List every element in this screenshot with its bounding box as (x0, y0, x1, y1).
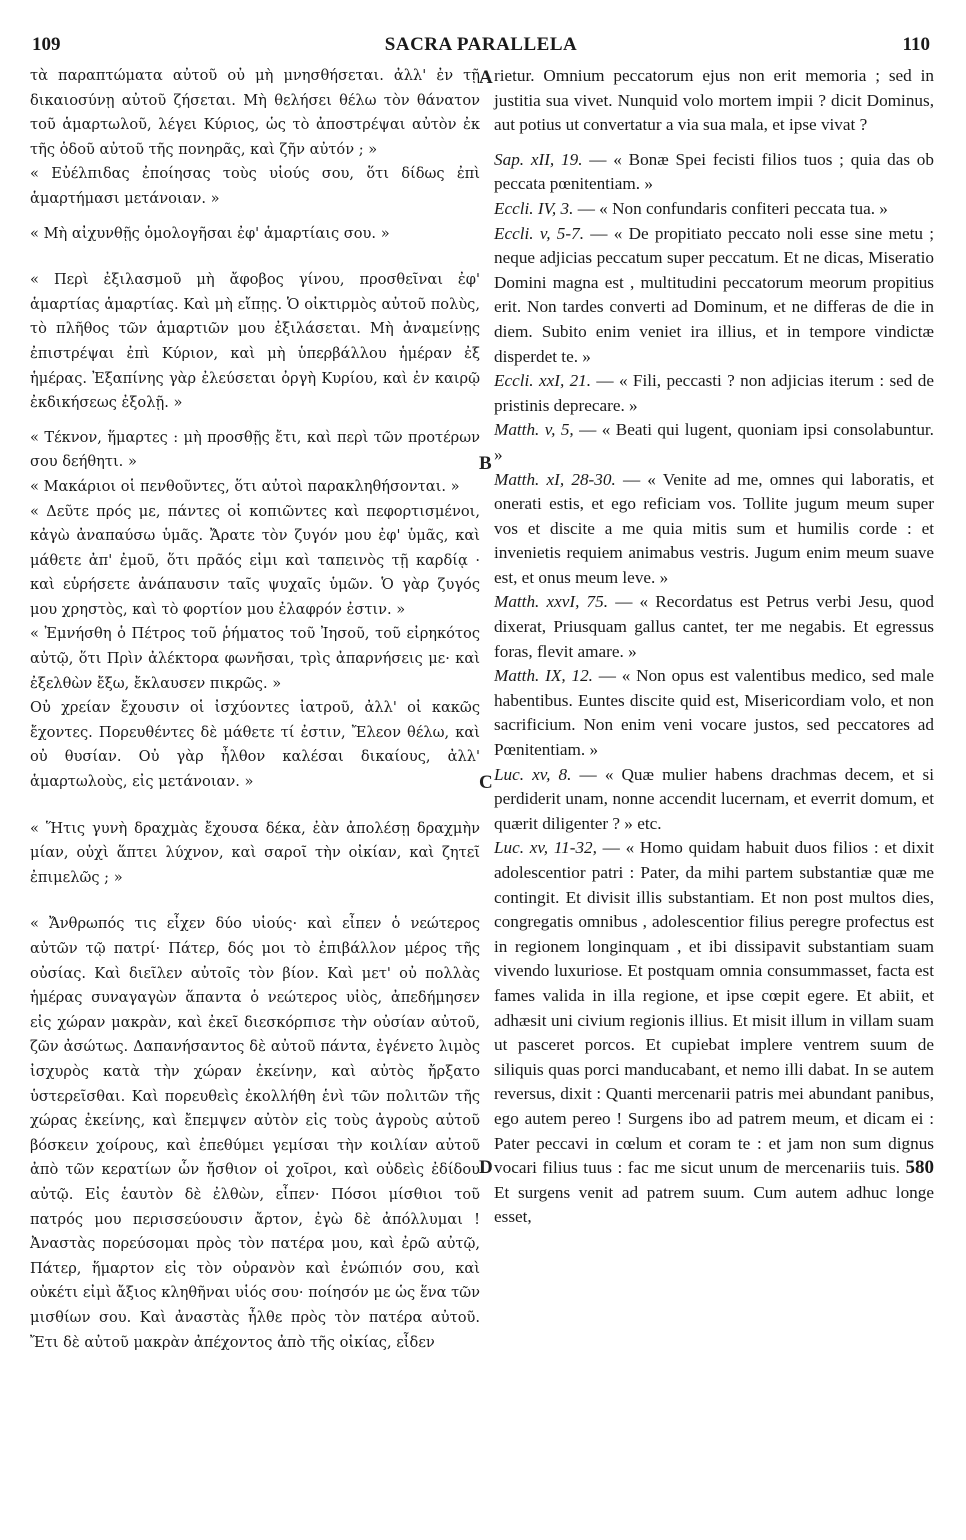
column-number: 580 (905, 1157, 935, 1179)
latin-paragraph (494, 64, 934, 138)
latin-paragraph (494, 197, 934, 222)
scripture-reference: Eccli. IV, 3. (494, 198, 574, 218)
scripture-reference: Matth. v, 5, (494, 420, 574, 440)
scripture-reference: Matth. xxvI, 75. (494, 592, 609, 612)
greek-paragraph: « Δεῦτε πρός με, πάντες οἱ κοπιῶντες καὶ πεφορτισμένοι, κἀγὼ ἀναπαύσω ὑμᾶς. Ἄρατε τὸν ζυγόν μου ἐφ' ὑμᾶς, καὶ μάθετε ἀπ' ἐμοῦ, ὅτι πρᾶός εἰμι καὶ ταπεινὸς τῇ καρδίᾳ · καὶ εὑρήσετε ἀνάπαυσιν ταῖς ψυχαῖς ὑμῶν. Ὁ γὰρ ζυγός μου χρηστὸς, καὶ τὸ φορτίον μου ἐλαφρόν ἐστιν. » (30, 502, 480, 618)
latin-text: — « Recordatus est Petrus verbi Jesu, quod dixerat, Priusquam gallus cantet, ter me negabis. Et egressus foras, flevit amare. » (494, 592, 934, 661)
greek-paragraph: « Μὴ αἰχυνθῇς ὁμολογῆσαι ἐφ' ἁμαρτίαις σου. » (30, 224, 390, 242)
margin-letter-d: D (479, 1157, 493, 1178)
greek-paragraph: τὰ παραπτώματα αὐτοῦ οὐ μὴ μνησθήσεται. ἀλλ' ἐν τῇ δικαιοσύνῃ αὐτοῦ ζήσεται. Μὴ θελήσει θέλω τὸν θάνατον τοῦ ἁμαρτωλοῦ, λέγει Κύριος, ὡς τὸ ἀποστρέψαι αὐτὸν ἐκ τῆς ὁδοῦ αὐτοῦ τῆς πονηρᾶς, καὶ ζῆν αὐτόν ; » (30, 67, 480, 158)
latin-paragraph (494, 222, 934, 370)
latin-paragraph (494, 468, 934, 591)
greek-paragraph: « Ἄνθρωπός τις εἶχεν δύο υἱούς· καὶ εἶπεν ὁ νεώτερος αὐτῶν τῷ πατρί· Πάτερ, δός μοι τὸ ἐπιβάλλον μέρος τῆς οὐσίας. Καὶ διεῖλεν αὐτοῖς τὸν βίον. Καὶ μετ' οὐ πολλὰς ἡμέρας συναγαγὼν ἅπαντα ὁ νεώτερος υἱὸς, ἀπεδήμησεν εἰς χώραν μακρὰν, καὶ ἐκεῖ διεσκόρπισε τὴν οὐσίαν αὐτοῦ, ζῶν ἀσώτως. Δαπανήσαντος δὲ αὐτοῦ πάντα, ἐγένετο λιμὸς ἰσχυρὸς κατὰ τὴν χώραν ἐκείνην, καὶ αὐτὸς ἤρξατο ὑστερεῖσθαι. Καὶ πορευθεὶς ἐκολλήθη ἑνὶ τῶν πολιτῶν τῆς χώρας ἐκείνης, καὶ ἔπεμψεν αὐτὸν εἰς τοὺς ἀγροὺς αὐτοῦ βόσκειν χοίρους, καὶ ἐπεθύμει γεμίσαι τὴν κοιλίαν αὐτοῦ ἀπὸ τῶν κερατίων ὧν ἤσθιον οἱ χοῖροι, καὶ οὐδεὶς ἐδίδου αὐτῷ. Εἰς ἑαυτὸν δὲ ἐλθὼν, εἶπεν· Πόσοι μίσθιοι τοῦ πατρός μου περισσεύουσιν ἄρτον, ἐγὼ δὲ ἀπόλλυμαι ! Ἀναστὰς πορεύσομαι πρὸς τὸν πατέρα μου, καὶ ἐρῶ αὐτῷ, Πάτερ, ἥμαρτον εἰς τὸν οὐρανὸν καὶ ἐνώπιόν σου, καὶ οὐκέτι εἰμὶ ἄξιος κληθῆναι υἱός σου· ποίησόν με ὡς ἕνα τῶν μισθίων σου. Καὶ ἀναστὰς ἦλθε πρὸς τὸν πατέρα αὐτοῦ. Ἔτι δὲ αὐτοῦ μακρὰν ἀπέχοντος ἀπὸ τῆς οἰκίας, εἶδεν (30, 915, 480, 1351)
greek-paragraph: Οὐ χρείαν ἔχουσιν οἱ ἰσχύοντες ἰατροῦ, ἀλλ' οἱ κακῶς ἔχοντες. Πορευθέντες δὲ μάθετε τί ἐστιν, Ἔλεον θέλω, καὶ οὐ θυσίαν. Οὐ γὰρ ἦλθον καλέσαι δικαίους, ἀλλ' ἁμαρτωλοὺς, εἰς μετάνοιαν. » (30, 699, 480, 791)
latin-text: — « Homo quidam habuit duos filios : et dixit adolescentior patri : Pater, da mihi partem substantiæ quæ me contingit. Et divisit illis substantiam. Et non post multos dies, congregatis omnibus , adolescentior filius peregre profectus est in regionem longinquam , et ibi dissipavit substantiam suam vivendo luxuriose. Et postquam omnia consummasset, facta est fames valida in illa regione, et ipse cœpit egere. Et abiit, et adhæsit uni civium regionis illius. Et misit illum in villam suam ut pasceret porcos. Et cupiebat implere ventrem suum de siliquis quas porci manducabant, et nemo illi dabat. In se autem reversus, dixit : Quanti mercenarii patris mei abundant panibus, ego autem pereo ! Surgens ibo ad patrem meum, et dicam ei : Pater peccavi in cœlum et coram te : et jam non sum dignus vocari filius tuus : fac me sicut unum de mercenariis tuis. (494, 838, 934, 1178)
greek-paragraph: « Μακάριοι οἱ πενθοῦντες, ὅτι αὐτοὶ παρακληθήσονται. » (30, 477, 460, 495)
latin-text: — « Non confundaris confiteri peccata tua. » (573, 198, 888, 218)
running-header (32, 34, 930, 60)
latin-paragraph (494, 590, 934, 664)
scripture-reference: Luc. xv, 11-32, (494, 838, 597, 858)
latin-paragraph (494, 763, 934, 837)
latin-text: — « Beati qui lugent, quoniam ipsi consolabuntur. » (494, 420, 934, 464)
latin-text: Et surgens venit ad patrem suum. Cum autem adhuc longe esset, (494, 1182, 934, 1227)
scripture-reference: Matth. IX, 12. (494, 666, 593, 686)
latin-paragraph (494, 836, 934, 1230)
latin-column (494, 64, 934, 1230)
latin-text: — « Bonæ Spei fecisti filios tuos ; quia das ob peccata pœnitentiam. » (494, 149, 934, 194)
latin-paragraph (494, 418, 934, 467)
scripture-reference: Eccli. v, 5-7. (494, 223, 584, 243)
page-number-left: 109 (32, 34, 61, 55)
greek-paragraph: « Τέκνον, ἥμαρτες : μὴ προσθῇς ἔτι, καὶ περὶ τῶν προτέρων σου δεήθητι. » (30, 428, 480, 471)
page-number-right: 110 (902, 34, 930, 55)
latin-text: — « Quæ mulier habens drachmas decem, et si perdiderit unam, nonne accendit lucernam, et everrit domum, et quærit diligenter ? » etc. (494, 764, 934, 833)
latin-text: rietur. Omnium peccatorum ejus non erit memoria ; sed in justitia sua vivet. Nunquid volo mortem impii ? dicit Dominus, aut potius ut convertatur a via sua mala, et ipse vivat ? (494, 66, 934, 135)
scripture-reference: Luc. xv, 8. (494, 764, 572, 784)
greek-paragraph: « Περὶ ἐξιλασμοῦ μὴ ἄφοβος γίνου, προσθεῖναι ἐφ' ἁμαρτίας ἁμαρτίας. Καὶ μὴ εἴπῃς. Ὁ οἰκτιρμὸς αὐτοῦ πολὺς, τὸ πλῆθος τῶν ἁμαρτιῶν μου ἐξιλάσεται. Μὴ ἀναμείνῃς ἐπιστρέψαι ἐπὶ Κύριον, καὶ μὴ ὑπερβάλλου ἡμέραν ἐξ ἡμέρας. Ἐξαπίνης γὰρ ἐλεύσεται ὀργὴ Κυρίου, καὶ ἐν καιρῷ ἐκδικήσεως ἐξολῇ. » (30, 271, 480, 412)
latin-paragraph (494, 148, 934, 197)
latin-text: — « Fili, peccasti ? non adjicias iterum : sed de pristinis deprecare. » (494, 371, 934, 415)
scripture-reference: Sap. xII, 19. (494, 149, 583, 169)
margin-letter-c: C (479, 772, 493, 793)
margin-letter-a: A (479, 67, 493, 88)
scripture-reference: Eccli. xxI, 21. (494, 371, 592, 391)
greek-paragraph: « Ἥτις γυνὴ δραχμὰς ἔχουσα δέκα, ἐὰν ἀπολέσῃ δραχμὴν μίαν, οὐχὶ ἅπτει λύχνον, καὶ σαροῖ τὴν οἰκίαν, καὶ ζητεῖ ἐπιμελῶς ; » (30, 819, 480, 886)
greek-column (30, 64, 480, 1355)
latin-paragraph (494, 664, 934, 762)
running-title: SACRA PARALLELA (384, 34, 578, 55)
latin-text: — « De propitiato peccato noli esse sine metu ; neque adjicias peccatum super peccatum. Et ne dicas, Miseratio Domini magna est , multitudini peccatorum meorum propitius erit. Non tardes converti ad Dominum, et ne differas de die in diem. Subito enim veniet ira illius, et in tempore vindictæ disperdet te. » (494, 223, 934, 366)
latin-paragraph (494, 369, 934, 418)
margin-letter-b: B (479, 453, 492, 474)
latin-text: — « Non opus est valentibus medico, sed male habentibus. Euntes discite quid est, Misericordiam volo, et non sacrificium. Non enim veni vocare justos, sed peccatores ad Pœnitentiam. » (494, 666, 934, 760)
greek-paragraph: « Εὐέλπιδας ἐποίησας τοὺς υἱούς σου, ὅτι δίδως ἐπὶ ἁμαρτήμασι μετάνοιαν. » (30, 165, 480, 207)
latin-text: — « Venite ad me, omnes qui laboratis, et onerati estis, et ego reficiam vos. Tollite jugum meum super vos et discite a me quia mitis sum et humilis corde : et invenietis requiem animabus vestris. Jugum enim meum suave est, et onus meum leve. » (494, 469, 934, 587)
greek-paragraph: « Ἐμνήσθη ὁ Πέτρος τοῦ ῥήματος τοῦ Ἰησοῦ, τοῦ εἰρηκότος αὐτῷ, ὅτι Πρὶν ἀλέκτορα φωνῆσαι, τρὶς ἀπαρνήσεις με· καὶ ἐξελθὼν ἔξω, ἔκλαυσεν πικρῶς. » (30, 625, 480, 692)
scripture-reference: Matth. xI, 28-30. (494, 469, 616, 489)
